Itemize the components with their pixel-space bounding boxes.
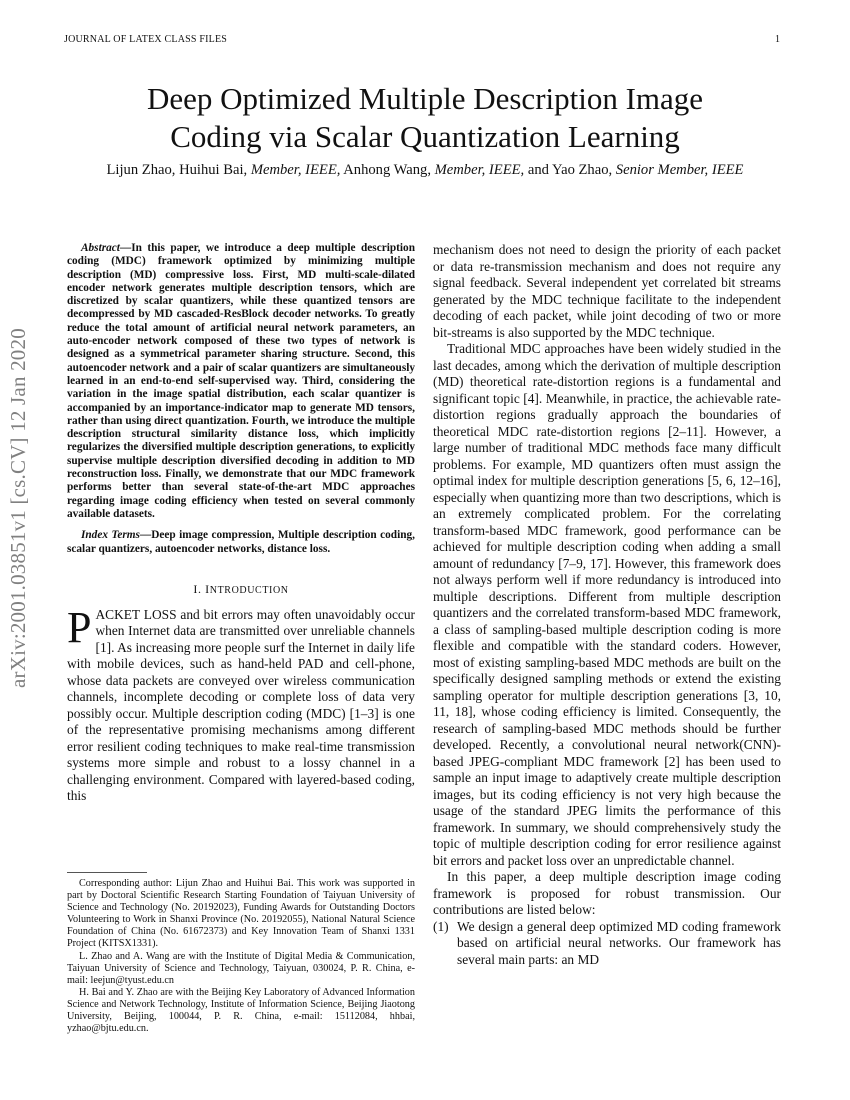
running-head: JOURNAL OF LATEX CLASS FILES (64, 34, 228, 45)
paper-title (60, 80, 790, 156)
footnote-rule (67, 872, 147, 873)
index-terms-label: Index Terms (81, 529, 140, 542)
author-names-1: Lijun Zhao, Huihui Bai, (106, 162, 251, 178)
title-line-1: Deep Optimized Multiple Description Image (146, 81, 704, 116)
title-line-2: Coding via Scalar Quantization Learning (170, 119, 680, 154)
section-number: I. (193, 581, 206, 596)
index-terms (67, 529, 415, 556)
list-item-text: We design a general deep optimized MD coding framework based on artificial neural networks. Our framework has several main parts: an MD (457, 918, 781, 967)
section-heading-introduction (67, 582, 415, 597)
section-title-rest: NTRODUCTION (209, 584, 289, 596)
right-paragraph-1: mechanism does not need to design the priority of each packet or data re-transmission mechanism and does not require any signal feedback. Several independent yet correlated bit streams generated by the MDC technique facilitate to the independent decoding of each packet, while joint decoding of two or more bit-streams is also supported by the MDC technique. (433, 242, 781, 340)
author-role-2: Member, IEEE, (434, 162, 525, 178)
intro-first-word: ACKET LOSS (95, 606, 177, 622)
abstract (67, 242, 415, 521)
arxiv-identifier-stamp[interactable]: arXiv:2001.03851v1 [cs.CV] 12 Jan 2020 (6, 328, 30, 688)
author-names-2: Anhong Wang, (340, 162, 435, 178)
index-terms-text: —Deep image compression, Multiple description coding, scalar quantizers, autoencoder networks, distance loss. (67, 529, 415, 555)
left-column (67, 242, 415, 805)
author-names-3: and Yao Zhao, (524, 162, 616, 178)
right-paragraph-2: Traditional MDC approaches have been widely studied in the last decades, among which the derivation of multiple description (MD) theoretical rate-distortion regions is a fundamental and significant topic [4]. Meanwhile, in practice, the achievable rate-distortion regions gradually approach the boundaries of theoretical MDC rate-distortion regions [2–11]. However, a large number of traditional MDC methods face many difficult problems. For example, MD quantizers often must assign the optimal index for multiple description generations [5, 6, 12–16], especially when quantizing more than two descriptions, which is an extremely complicated problem. For the correlating transform-based MDC framework, good performance can be achieved for multiple description coding when adding a small amount of redundancy [7–9, 17]. However, this framework does not always perform well if more redundancy is introduced into multiple descriptions. Different from multiple description quantizers and the correlated transform-based MDC framework, a class of sampling-based multiple description coding is more flexible and compatible with the standard coders. However, most of existing sampling-based MDC methods are built on the specifically designed sampling methods or extend the existing sampling operator for multiple description generations [3, 10, 11, 18], whose coding efficiency is limited. Consequently, the research of sampling-based MDC methods should be further developed. Recently, a convolutional neural network(CNN)-based JPEG-compliant MDC framework [2] has been used to sample an input image to adaptively create multiple description images, but its coding efficiency is not very high because the usage of the standard JPEG limits the performance of this framework. In summary, we should comprehensively study the topic of multiple description coding for error resilience against bit errors and packet loss over an unpredictable channel. (433, 341, 781, 868)
footnotes (67, 878, 415, 1035)
right-column (433, 242, 781, 968)
intro-text: and bit errors may often unavoidably occur when Internet data are transmitted over unreliable channels [1]. As increasing more people surf the Internet in daily life with mobile devices, such as hand-held PAD and cell-phone, whose data packets are conveyed over wireless communication channels, incomplete decoding or complete loss of data very possibly occur. Multiple description coding (MDC) [1–3] is one of the representative promising mechanisms among different error resilient coding techniques to make real-time transmission systems more simple and robust to a lossy channel in a challenging environment. Compared with layered-based coding, this (67, 606, 415, 804)
author-role-3: Senior Member, IEEE (615, 162, 744, 178)
author-list (60, 162, 790, 179)
section-title-initial: I (205, 581, 210, 596)
abstract-text: —In this paper, we introduce a deep multiple description coding (MDC) framework optimized by minimizing multiple description (MD) compressive loss. First, MD multi-scale-dilated encoder network generates multiple description tensors, which are discretized by scalar quantizers, while these quantized tensors are decompressed by MD cascaded-ResBlock decoder networks. To greatly reduce the total amount of artificial neural network parameters, an auto-encoder network composed of these two types of network is designed as a symmetrical parameter sharing structure. Second, this autoencoder network and a pair of scalar quantizers are simultaneously learned in an end-to-end self-supervised way. Third, considering the variation in the image spatial distribution, each scalar quantizer is accompanied by an importance-indicator map to generate MD tensors, rather than using direct quantization. Fourth, we introduce the multiple description structural similarity distance loss, which implicitly regularizes the diversified multiple description generations, to explicitly supervise multiple description diversified decoding in addition to MD reconstruction loss. Finally, we demonstrate that our MDC framework performs better than several state-of-the-art MDC approaches regarding image coding efficiency when tested on several commonly available datasets. (67, 242, 415, 520)
list-item-number: (1) (433, 918, 449, 934)
drop-cap: P (67, 602, 92, 652)
page-number: 1 (775, 34, 780, 45)
footnote-affiliation-2: H. Bai and Y. Zhao are with the Beijing Key Laboratory of Advanced Information Science and Network Technology, Institute of Information Science, Beijing Jiaotong University, Beijing, 100044, P. R. China, e-mail: 15112084, hhbai, yzhao@bjtu.edu.cn. (67, 986, 415, 1035)
footnote-affiliation-1: L. Zhao and A. Wang are with the Institute of Digital Media & Communication, Taiyuan University of Science and Technology, Taiyuan, 030024, P. R. China, e-mail: leejun@tyust.edu.cn (67, 950, 415, 986)
abstract-label: Abstract (81, 242, 120, 254)
author-role-1: Member, IEEE, (250, 162, 341, 178)
contribution-list-item (433, 919, 781, 969)
intro-paragraph-1 (67, 602, 415, 805)
footnote-corresponding: Corresponding author: Lijun Zhao and Huihui Bai. This work was supported in part by Doctoral Scientific Research Starting Foundation of Taiyuan University of Science and Technology (No. 20192023), Funding Awards for Outstanding Doctors Volunteering to Work in Shanxi Province (No. 20192055), National Natural Science Foundation of China (No. 61672373) and Key Innovation Team of Shanxi 1331 Project (KITSX1331). (67, 878, 415, 950)
right-paragraph-3: In this paper, a deep multiple description image coding framework is proposed for robust transmission. Our contributions are listed below: (433, 869, 781, 917)
